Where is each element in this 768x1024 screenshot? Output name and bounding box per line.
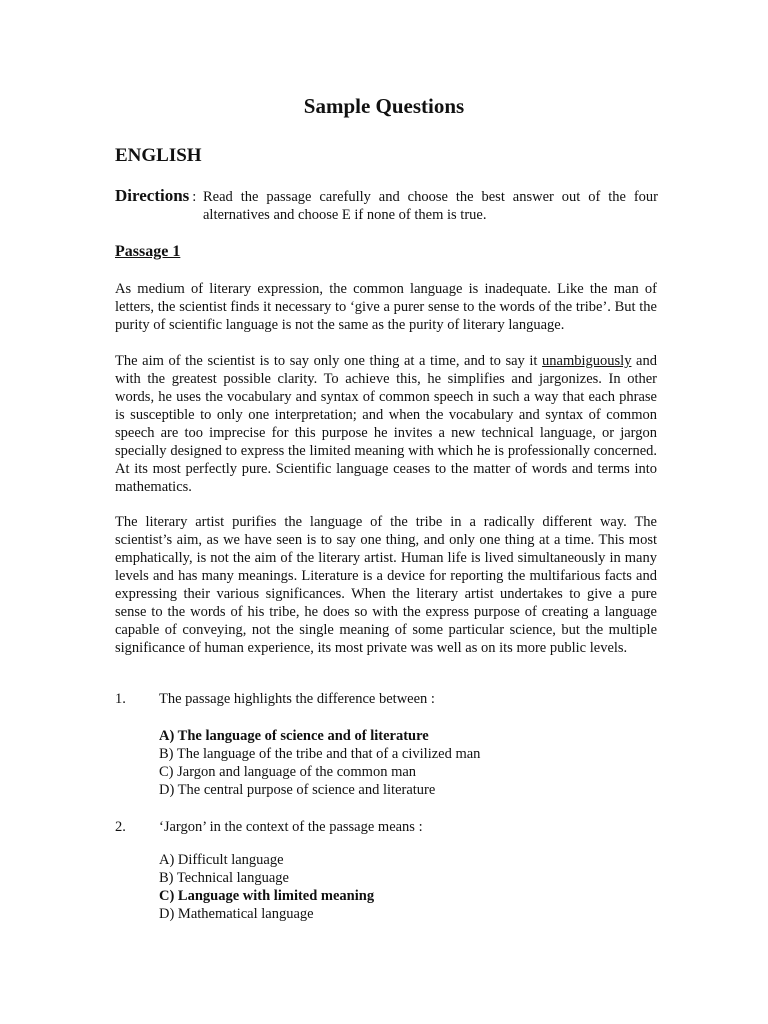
question-1-options [159,727,659,799]
paragraph-text: The aim of the scientist is to say only one thing at a time, and to say it [115,353,543,369]
answer-option: D) The central purpose of science and literature [159,782,436,798]
answer-option: D) Mathematical language [159,906,314,922]
answer-option: A) Difficult language [159,852,284,868]
directions-text: Read the passage carefully and choose the best answer out of the four alternatives and choose E if none of them is true. [203,189,658,223]
question-text: The passage highlights the difference between : [159,691,435,707]
passage-heading: Passage 1 [115,243,181,260]
passage-paragraph [115,352,657,496]
question-number: 2. [115,819,126,835]
question-2-options [159,851,659,923]
answer-option: A) The language of science and of literature [159,728,429,744]
paragraph-text: and with the greatest possible clarity. To achieve this, he simplifies and jargonizes. In other words, he uses the vocabulary and syntax of common speech in such a way that each phrase is susceptible to only one interpretation; and when the vocabulary and syntax of common speech are too imprecise for this purpose he invites a new technical language, or jargon specially designed to express the limited meaning with which he is professionally concerned. At its most perfectly pure. Scientific language ceases to the matter of words and terms into mathematics. [115,353,657,495]
answer-option: B) The language of the tribe and that of a civilized man [159,746,481,762]
answer-option: C) Jargon and language of the common man [159,764,417,780]
question-number: 1. [115,691,126,707]
answer-option: B) Technical language [159,870,289,886]
question-text: ‘Jargon’ in the context of the passage means : [159,819,423,835]
directions-colon: : [192,189,197,205]
section-heading: ENGLISH [115,145,202,166]
page-title: Sample Questions [303,94,465,118]
underlined-word: unambiguously [542,353,632,369]
directions-block [115,186,658,223]
passage-paragraph: As medium of literary expression, the common language is inadequate. Like the man of letters, the scientist finds it necessary to ‘give a purer sense to the words of the tribe’. But the purity of scientific language is not the same as the purity of literary language. [115,281,657,333]
answer-option: C) Language with limited meaning [159,888,375,904]
passage-paragraph: The literary artist purifies the language of the tribe in a radically different way. The scientist’s aim, as we have seen is to say one thing, and only one thing at a time. This most emphatically, is not the aim of the literary artist. Human life is lived simultaneously in many levels and has many meanings. Literature is a device for reporting the multifarious facts and expressing their various significances. When the literary artist undertakes to give a pure sense to the words of his tribe, he does so with the express purpose of creating a language capable of conveying, not the single meaning of some particular science, but the multiple significance of human experience, its most private was well as on its more public levels. [115,514,657,656]
directions-label: Directions [115,186,190,205]
